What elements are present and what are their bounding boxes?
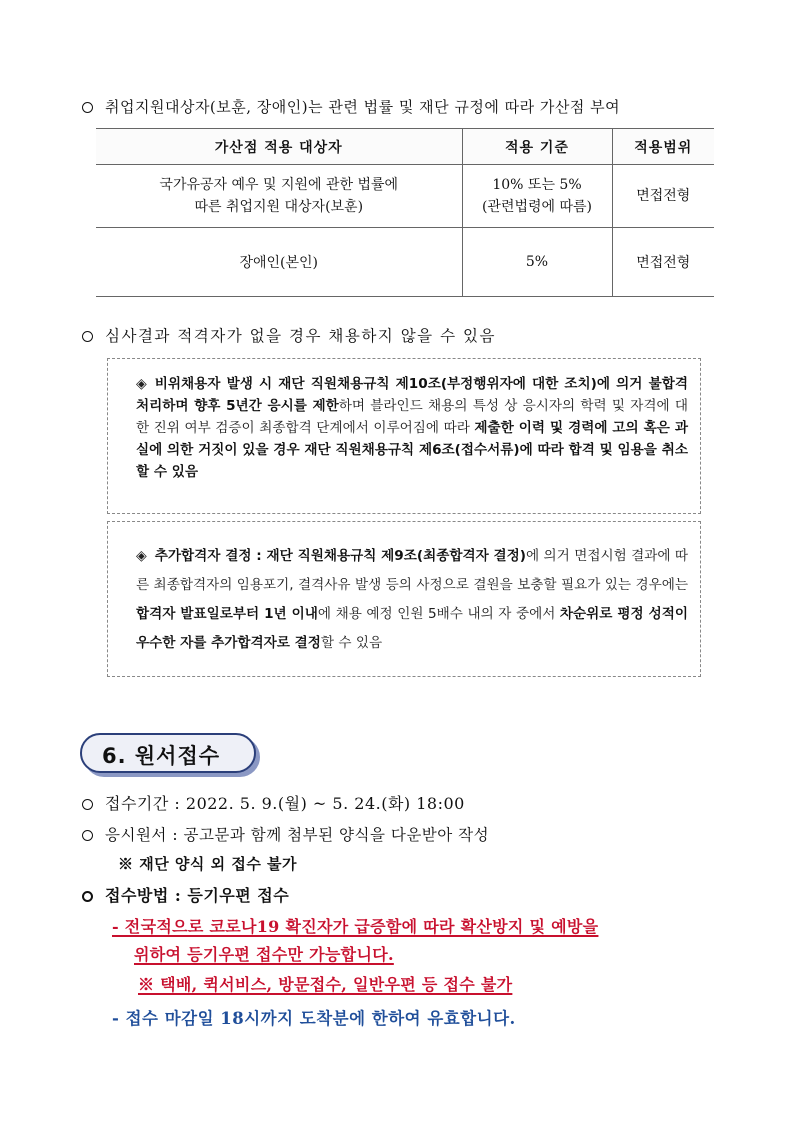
cell-scope: 면접전형 [612, 228, 714, 297]
circle-bullet-icon [82, 102, 93, 113]
covid-notice-line2: 위하여 등기우편 접수만 가능합니다. [134, 945, 394, 964]
review-note: 심사결과 적격자가 없을 경우 채용하지 않을 수 있음 [82, 324, 496, 346]
circle-bullet-icon [82, 799, 93, 810]
application-method: 접수방법 : 등기우편 접수 [82, 883, 289, 906]
additional-pass-box [107, 521, 701, 677]
section-heading-badge [80, 733, 256, 773]
section-title: 6. 원서접수 [102, 744, 221, 768]
cell-scope: 면접전형 [612, 165, 714, 228]
diamond-bullet-icon: ◈ [136, 548, 147, 564]
additional-pass-text: ◈ 추가합격자 결정 : 재단 직원채용규칙 제9조(최종합격자 결정)에 의거 면접시험 결과에 따른 최종합격자의 임용포기, 결격사유 발생 등의 사정으로 결원을 보충할 필요가 있는 경우에는 합격자 발표일로부터 1년 이내에 채용 예정 인원 5배수 내의 자 중에서 차순위로 평정 성적이 우수한 자를 추가합격자로 결정할 수 있음 [136, 548, 689, 651]
bonus-table [96, 128, 714, 297]
table-row [96, 228, 714, 297]
table-header-row [96, 129, 714, 165]
application-period: 접수기간 : 2022. 5. 9.(월) ~ 5. 24.(화) 18:00 [82, 791, 465, 814]
header-scope: 적용범위 [612, 129, 714, 165]
table-row [96, 165, 714, 228]
circle-bullet-icon [82, 891, 93, 902]
bonus-intro: 취업지원대상자(보훈, 장애인)는 관련 법률 및 재단 규정에 따라 가산점 부여 [82, 96, 620, 117]
diamond-bullet-icon: ◈ [136, 376, 147, 392]
header-target: 가산점 적용 대상자 [96, 129, 462, 165]
disqualification-text: ◈ 비위채용자 발생 시 재단 직원채용규칙 제10조(부정행위자에 대한 조치)에 의거 불합격 처리하며 향후 5년간 응시를 제한하며 블라인드 채용의 특성 상 응시자의 학력 및 자격에 대한 진위 여부 검증이 최종합격 단계에서 이루어짐에 따라 제출한 이력 및 경력에 고의 혹은 과실에 의한 거짓이 있을 경우 재단 직원채용규칙 제6조(접수서류)에 따라 합격 및 임용을 취소할 수 있음 [136, 376, 688, 480]
cell-target: 국가유공자 예우 및 지원에 관한 법률에 따른 취업지원 대상자(보훈) [96, 165, 462, 228]
cell-criteria: 5% [462, 228, 612, 297]
cell-criteria: 10% 또는 5% (관련법령에 따름) [462, 165, 612, 228]
bonus-table-wrap [96, 128, 714, 297]
cell-target: 장애인(본인) [96, 228, 462, 297]
covid-notice-line1: - 전국적으로 코로나19 확진자가 급증함에 따라 확산방지 및 예방을 [112, 917, 599, 936]
not-accepted-note: ※ 택배, 퀵서비스, 방문접수, 일반우편 등 접수 불가 [138, 975, 513, 994]
deadline-note: - 접수 마감일 18시까지 도착분에 한하여 유효합니다. [112, 1009, 516, 1028]
circle-bullet-icon [82, 331, 93, 342]
disqualification-notice-box [107, 358, 701, 514]
application-form: 응시원서 : 공고문과 함께 첨부된 양식을 다운받아 작성 [82, 823, 489, 845]
header-criteria: 적용 기준 [462, 129, 612, 165]
form-note: ※ 재단 양식 외 접수 불가 [118, 855, 298, 873]
circle-bullet-icon [82, 830, 93, 841]
